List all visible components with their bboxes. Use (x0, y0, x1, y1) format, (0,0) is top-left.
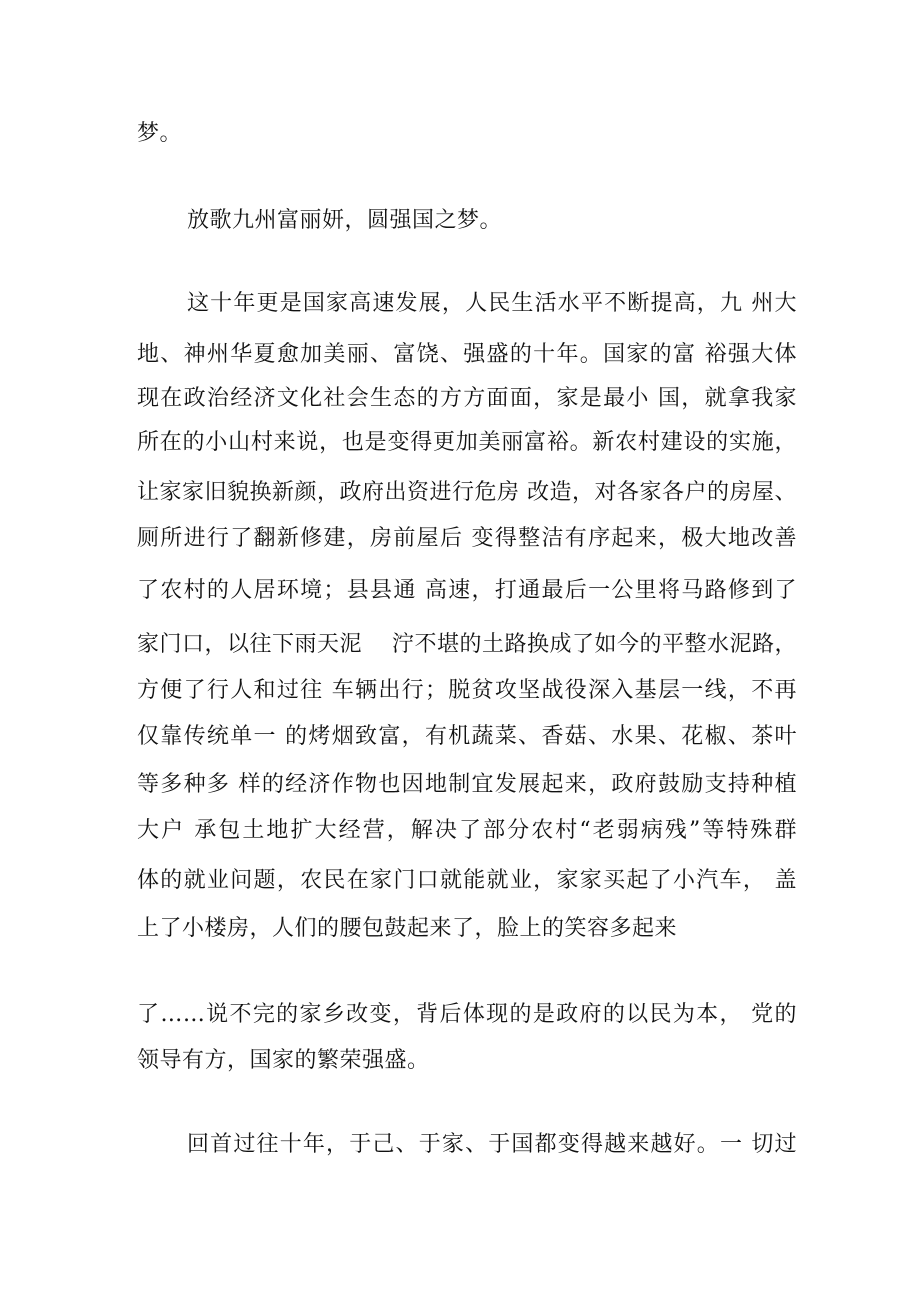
paragraph-line: 仅靠传统单一 的烤烟致富，有机蔬菜、香菇、水果、花椒、茶叶 (137, 724, 797, 749)
paragraph-line: 上了小楼房，人们的腰包鼓起来了，脸上的笑容多起来 (137, 916, 678, 941)
paragraph-line: 了……说不完的家乡改变，背后体现的是政府的以民为本， 党的 (137, 1002, 797, 1027)
paragraph-line: 地、神州华夏愈加美丽、富饶、强盛的十年。国家的富 裕强大体 (137, 342, 797, 367)
paragraph-line: 家门口，以往下雨天泥 泞不堪的土路换成了如今的平整水泥路， (137, 632, 797, 657)
paragraph-line: 所在的小山村来说，也是变得更加美丽富裕。新农村建设的实施， (137, 430, 797, 455)
paragraph-line: 大户 承包土地扩大经营，解决了部分农村“老弱病残”等特殊群 (137, 818, 797, 843)
paragraph-line: 现在政治经济文化社会生态的方方面面，家是最小 国，就拿我家 (137, 386, 797, 411)
paragraph-line: 等多种多 样的经济作物也因地制宜发展起来，政府鼓励支持种植 (137, 772, 797, 797)
paragraph-line: 领导有方，国家的繁荣强盛。 (137, 1048, 430, 1073)
paragraph-line: 让家家旧貌换新颜，政府出资进行危房 改造，对各家各户的房屋、 (137, 480, 797, 505)
paragraph-line: 体的就业问题，农民在家门口就能就业，家家买起了小汽车， 盖 (137, 868, 797, 893)
paragraph-line: 了农村的人居环境；县县通 高速，打通最后一公里将马路修到了 (137, 578, 797, 603)
paragraph-line: 这十年更是国家高速发展，人民生活水平不断提高，九 州大 (187, 291, 797, 316)
paragraph-line: 放歌九州富丽妍，圆强国之梦。 (187, 208, 503, 233)
paragraph-line: 厕所进行了翻新修建，房前屋后 变得整洁有序起来，极大地改善 (137, 526, 797, 551)
paragraph-line: 方便了行人和过往 车辆出行；脱贫攻坚战役深入基层一线，不再 (137, 678, 797, 703)
paragraph-line: 梦。 (137, 121, 183, 146)
paragraph-line: 回首过往十年，于己、于家、于国都变得越来越好。一 切过 (187, 1132, 797, 1157)
